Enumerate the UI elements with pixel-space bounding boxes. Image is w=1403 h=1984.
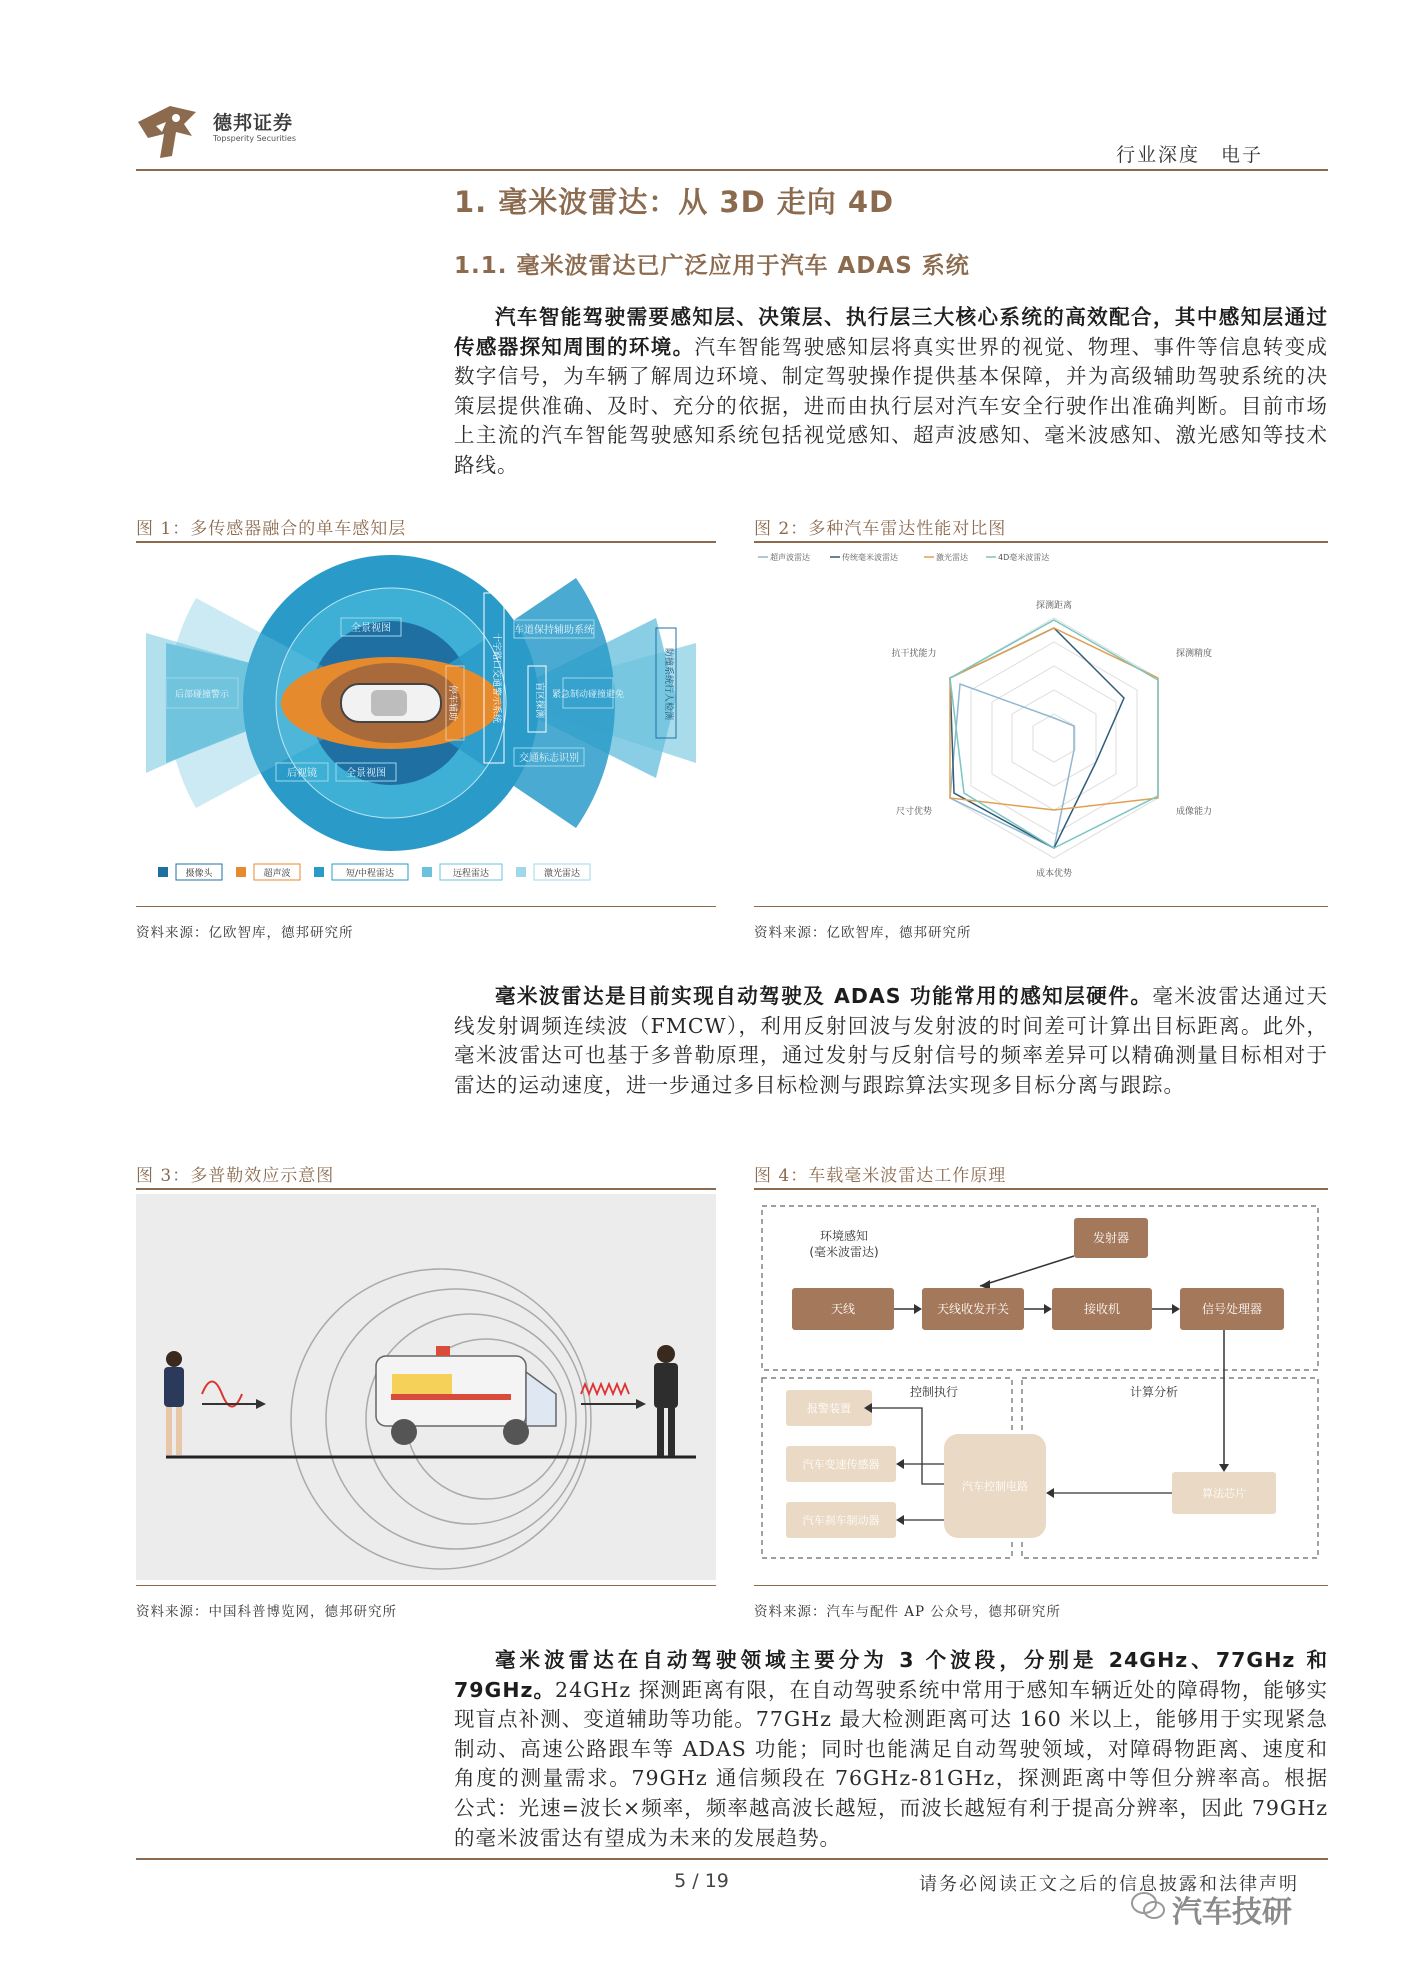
figure-3-bottom-rule [136,1585,716,1586]
paragraph-1-text: 汽车智能驾驶感知层将真实世界的视觉、物理、事件等信息转变成数字信号，为车辆了解周边环境、制定驾驶操作提供基本保障，并为高级辅助驾驶系统的决策层提供准确、及时、充分的依据，进而由执行层对汽车安全行驶作出准确判断。目前市场上主流的汽车智能驾驶感知系统包括视觉感知、超声波感知、毫米波感知、激光感知等技术路线。 [454,334,1329,477]
figure-4-top-rule [754,1188,1328,1190]
axis-range: 探测距离 [1035,601,1073,611]
series-lidar [950,628,1158,810]
legend-ultrasonic: 超声波 [263,869,291,879]
axis-cost: 成本优势 [1035,869,1073,879]
watermark: 汽车技研 [1172,1895,1292,1930]
brand-name: 德邦证券 [213,112,294,134]
brake-box: 汽车刹车制动器 [802,1514,880,1527]
compute-label: 计算分析 [1129,1385,1179,1399]
label-park: 停车辅助 [447,684,457,722]
axis-imaging: 成像能力 [1175,807,1213,817]
paragraph-2-bold: 毫米波雷达是目前实现自动驾驶及 ADAS 功能常用的感知层硬件。 [495,984,1153,1008]
figure-2-source: 资料来源：亿欧智库，德邦研究所 [754,925,972,941]
axis-interference: 抗干扰能力 [891,649,937,659]
axis-size: 尺寸优势 [895,807,933,817]
figure-2-caption: 图 2：多种汽车雷达性能对比图 [754,519,1007,539]
switch-box: 天线收发开关 [936,1302,1010,1316]
paragraph-3 [454,1646,1328,1853]
figure-2-legend [758,552,1049,562]
legend-camera: 摄像头 [185,869,213,879]
label-surround-bottom: 全景视图 [346,768,386,779]
label-surround-top: 全景视图 [351,623,391,634]
label-blind: 盲区探测 [534,681,544,719]
env-sublabel: (毫米波雷达) [809,1245,879,1259]
series-traditional-mmwave [950,628,1124,848]
label-lane-keep: 车道保持辅助系统 [514,625,594,636]
section-heading: 1. 毫米波雷达：从 3D 走向 4D [454,185,895,219]
figure-1-caption: 图 1：多传感器融合的单车感知层 [136,519,407,539]
header-divider [136,169,1328,171]
disclaimer-text: 请务必阅读正文之后的信息披露和法律声明 [919,1874,1299,1895]
legend-lidar-radar: 激光雷达 [936,553,968,562]
page-number: 5 / 19 [674,1870,729,1892]
figure-4-working-principle [754,1194,1328,1580]
antenna-box: 天线 [830,1302,856,1316]
footer-divider [136,1858,1328,1860]
env-label: 环境感知 [819,1229,869,1243]
figure-1-top-rule [136,541,716,543]
paragraph-2-text: 毫米波雷达通过天线发射调频连续波（FMCW），利用反射回波与发射波的时间差可计算出目标距离。此外，毫米波雷达可也基于多普勒原理，通过发射与反射信号的频率差异可以精确测量目标相对于雷达的运动速度，进一步通过多目标检测与跟踪算法实现多目标分离与跟踪。 [454,984,1328,1097]
label-aeb: 紧急制动碰撞避免 [551,690,625,700]
figure-3-doppler [136,1194,716,1580]
axis-accuracy: 探测精度 [1175,649,1213,659]
wechat-icon [1130,1888,1166,1924]
figure-4-source: 资料来源：汽车与配件 AP 公众号，德邦研究所 [754,1604,1061,1620]
paragraph-1 [454,303,1328,481]
label-pedestrian: 防撞系统行人检测 [663,647,673,721]
subsection-heading: 1.1. 毫米波雷达已广泛应用于汽车 ADAS 系统 [454,253,970,279]
paragraph-2 [454,982,1328,1100]
figure-4-bottom-rule [754,1585,1328,1586]
figure-2-radar-chart [754,548,1328,908]
paragraph-1-bold: 汽车智能驾驶需要感知层、决策层、执行层三大核心系统的高效配合，其中感知层通过传感器探知周围的环境。 [454,305,1328,359]
report-category: 行业深度 电子 [1115,144,1263,166]
brand-name-en: Topsperity Securities [213,134,297,143]
figure-2-top-rule [754,541,1328,543]
figure-2-axis-labels [891,599,1212,879]
processor-box: 信号处理器 [1201,1302,1263,1316]
figure-4-caption: 图 4：车载毫米波雷达工作原理 [754,1166,1007,1186]
figure-3-caption: 图 3：多普勒效应示意图 [136,1166,335,1186]
legend-ultrasonic-radar: 超声波雷达 [770,553,810,562]
paragraph-3-text: 24GHz 探测距离有限，在自动驾驶系统中常用于感知车辆近处的障碍物，能够实现盲点补测、变道辅助等功能。77GHz 最大检测距离可达 160 米以上，能够用于实现紧急制动、高速公路跟车等 ADAS 功能；同时也能满足自动驾驶领域，对障碍物距离、速度和角度的测量需求。79GHz 通信频段在 76GHz-81GHz，探测距离中等但分辨率高。根据公式：光速=波长×频率，频率越高波长越短，而波长越短有利于提高分辨率，因此 79GHz 的毫米波雷达有望成为未来的发展趋势。 [454,1677,1328,1850]
legend-long-radar: 远程雷达 [452,869,490,879]
company-logo [136,102,202,160]
legend-traditional-mmwave: 传统毫米波雷达 [842,553,898,562]
label-sign: 交通标志识别 [519,753,579,764]
ecu-box: 汽车控制电路 [962,1480,1028,1493]
label-rear: 后部碰撞警示 [174,690,230,700]
figure-1-sensor-fusion [136,548,716,893]
label-side: 后视镜 [287,768,317,779]
figure-3-source: 资料来源：中国科普博览网，德邦研究所 [136,1604,397,1620]
figure-1-bottom-rule [136,906,716,907]
transmitter-box: 发射器 [1092,1231,1130,1245]
paragraph-3-bold: 毫米波雷达在自动驾驶领域主要分为 3 个波段，分别是 24GHz、77GHz 和 79GHz。 [454,1648,1328,1702]
series-ultrasonic [950,684,1074,848]
legend-short-radar: 短/中程雷达 [345,869,395,879]
figure-1-source: 资料来源：亿欧智库，德邦研究所 [136,925,354,941]
figure-3-top-rule [136,1188,716,1190]
transmission-box: 汽车变速传感器 [802,1458,880,1471]
control-exec-label: 控制执行 [909,1385,959,1399]
algo-box: 算法芯片 [1202,1487,1246,1500]
legend-4d-mmwave: 4D毫米波雷达 [998,553,1050,562]
figure-1-legend [158,864,590,880]
receiver-box: 接收机 [1083,1302,1121,1316]
figure-2-bottom-rule [754,906,1328,907]
alarm-box: 报警装置 [807,1402,851,1415]
label-cross: 十字路口交通警示系统 [491,632,501,724]
legend-lidar: 激光雷达 [543,869,581,879]
